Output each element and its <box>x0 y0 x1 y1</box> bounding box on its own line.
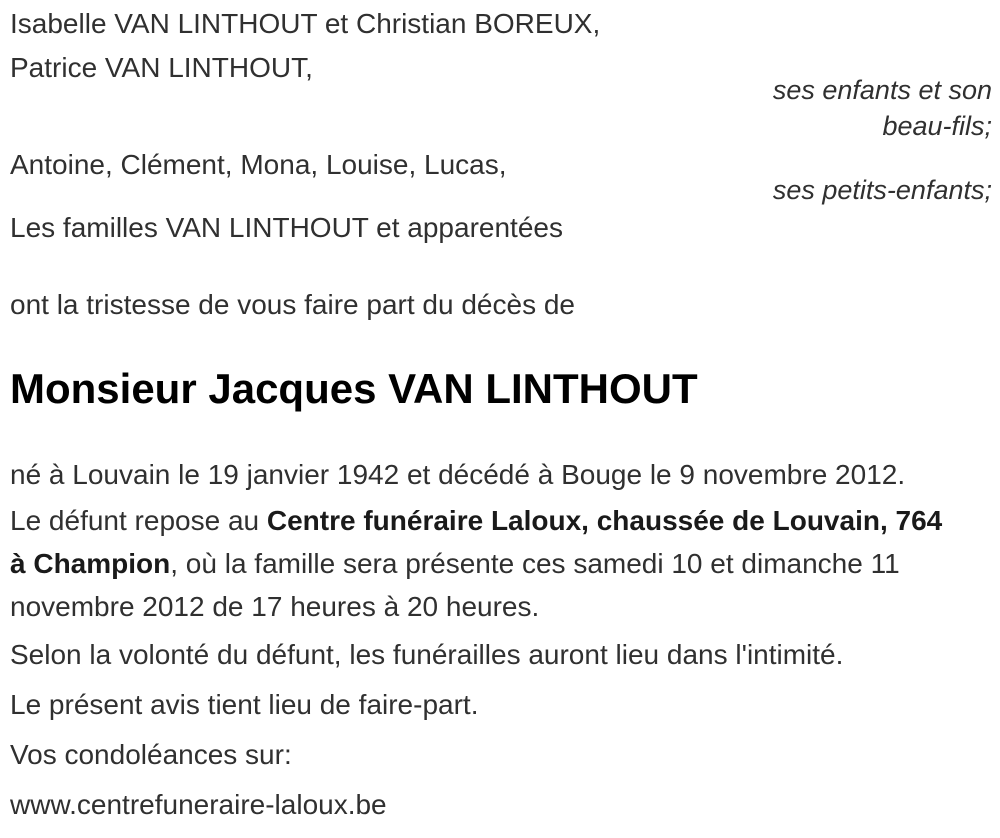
children-relation-line-2: beau-fils; <box>882 111 992 141</box>
website-link[interactable]: www.centrefuneraire-laloux.be <box>10 789 387 820</box>
repose-text-regular-3: novembre 2012 de 17 heures à 20 heures. <box>10 591 540 622</box>
repose-text-regular: Le défunt repose au <box>10 505 267 536</box>
repose-text-regular-2: , où la famille sera présente ces samedi 10 et dimanche 11 <box>170 548 900 579</box>
repose-location-bold-2: à Champion <box>10 548 171 579</box>
children-names-line-2: Patrice VAN LINTHOUT, <box>10 52 313 83</box>
deceased-name-heading: Monsieur Jacques VAN LINTHOUT <box>10 365 698 412</box>
condolences-label: Vos condoléances sur: <box>10 739 292 770</box>
repose-location-bold: Centre funéraire Laloux, chaussée de Louvain, 764 <box>266 505 943 536</box>
repose-paragraph <box>10 499 992 628</box>
repose-line-1 <box>10 499 992 542</box>
repose-line-2 <box>10 542 992 585</box>
families-line: Les familles VAN LINTHOUT et apparentées <box>10 212 563 243</box>
announcement-line: ont la tristesse de vous faire part du décès de <box>10 289 575 320</box>
grandchildren-relation-line: ses petits-enfants; <box>772 175 992 205</box>
children-relation-line-1: ses enfants et son <box>772 75 992 105</box>
funeral-wishes-line: Selon la volonté du défunt, les funérailles auront lieu dans l'intimité. <box>10 639 844 670</box>
grandchildren-names-line: Antoine, Clément, Mona, Louise, Lucas, <box>10 149 507 180</box>
life-dates-line: né à Louvain le 19 janvier 1942 et décédé à Bouge le 9 novembre 2012. <box>10 459 906 490</box>
repose-line-3 <box>10 585 992 628</box>
children-names-line-1: Isabelle VAN LINTHOUT et Christian BOREUX, <box>10 8 601 39</box>
notice-statement-line: Le présent avis tient lieu de faire-part. <box>10 689 479 720</box>
